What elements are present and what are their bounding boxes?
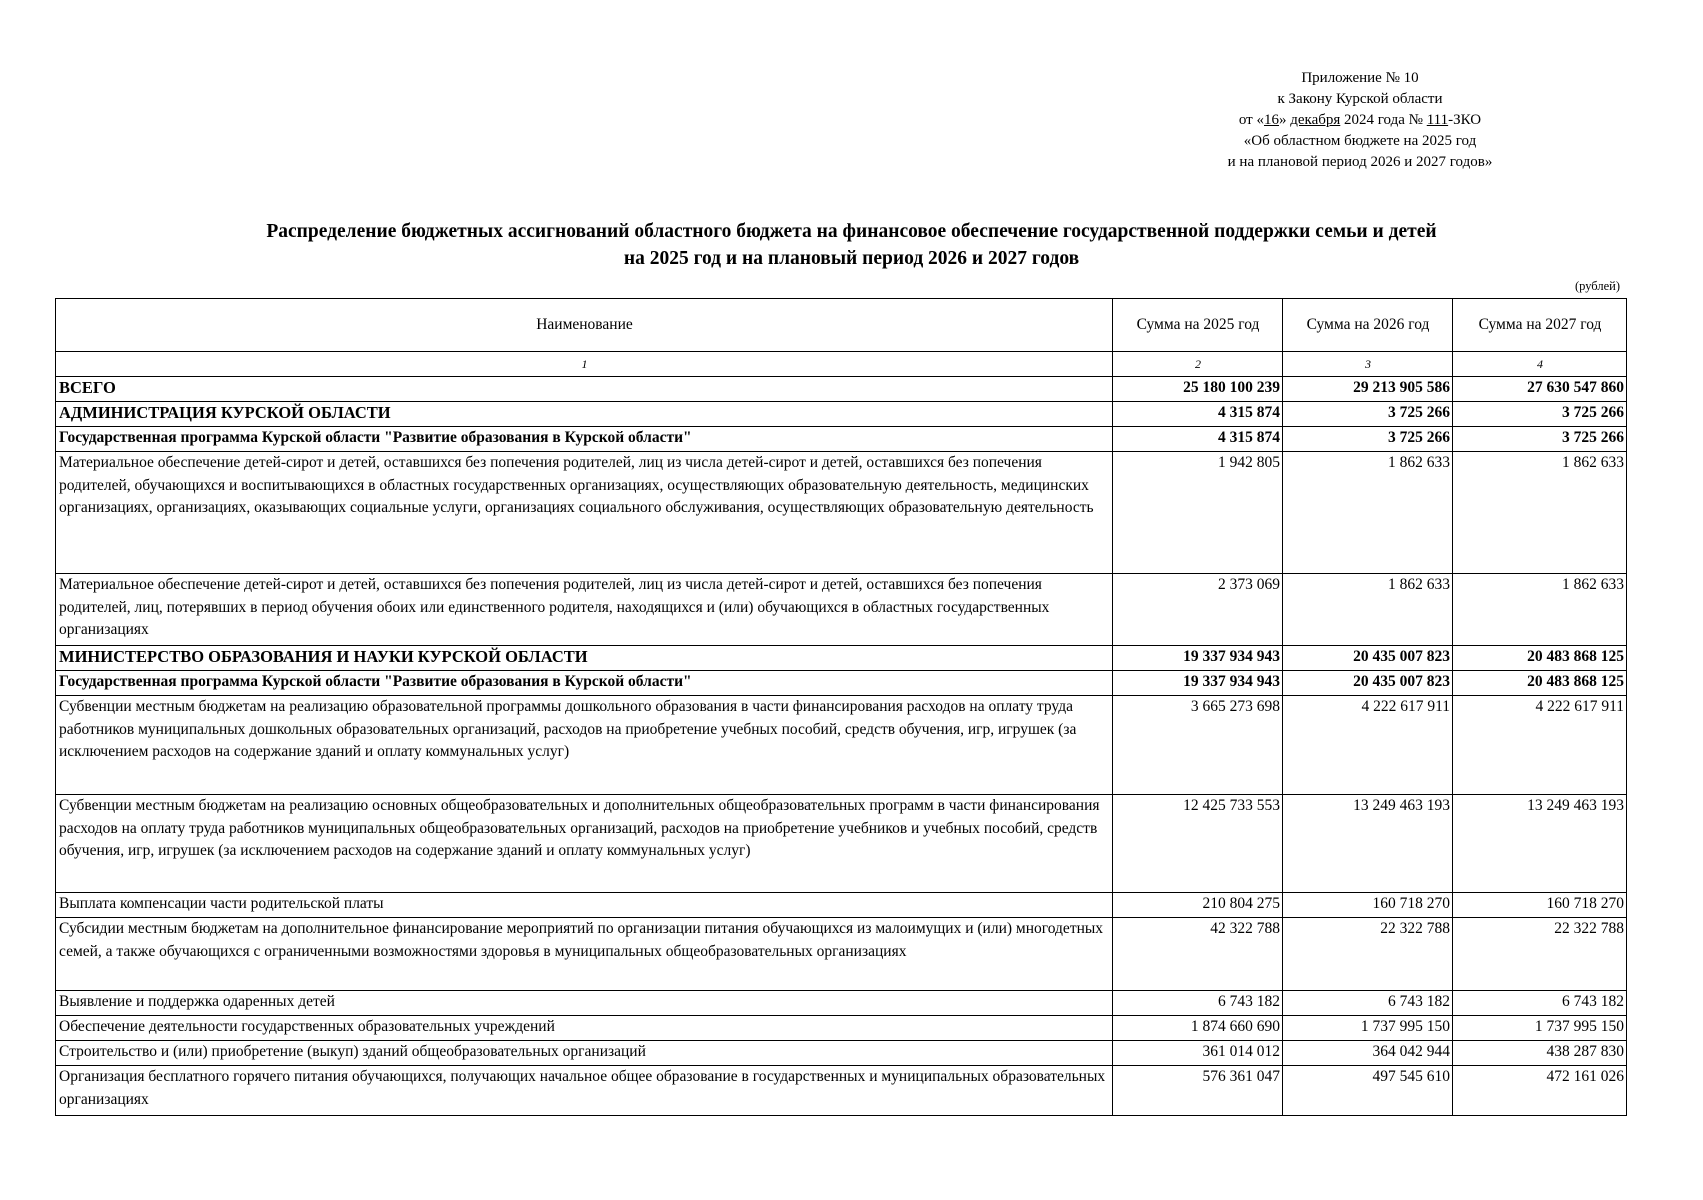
table-row [56,918,1627,991]
table-row [56,991,1627,1016]
table-row-total [56,377,1627,402]
document-title [0,218,1703,272]
header-2026: Сумма на 2026 год [1283,299,1453,352]
row-value-2026: 1 737 995 150 [1283,1016,1453,1041]
row-value-2026: 29 213 905 586 [1283,377,1453,402]
appendix-law-suffix: -ЗКО [1448,112,1482,128]
appendix-date-year: 2024 года № [1340,112,1427,128]
row-name: МИНИСТЕРСТВО ОБРАЗОВАНИЯ И НАУКИ КУРСКОЙ ОБЛАСТИ [56,646,1113,671]
row-value-2025: 2 373 069 [1113,574,1283,646]
title-line-2: на 2025 год и на плановый период 2026 и 2027 годов [623,248,1080,269]
row-name: Субвенции местным бюджетам на реализацию образовательной программы дошкольного образования в части финансирования расходов на оплату труда работников муниципальных дошкольных образовательных организаций, расходов на приобретение учебных пособий, средств обучения, игр, игрушек (за исключением расходов на содержание зданий и оплату коммунальных услуг) [56,696,1113,795]
row-value-2027: 472 161 026 [1453,1066,1627,1116]
table-row [56,1016,1627,1041]
row-value-2027: 4 222 617 911 [1453,696,1627,795]
row-value-2026: 4 222 617 911 [1283,696,1453,795]
appendix-law-number: 111 [1426,112,1449,128]
row-value-2027: 1 862 633 [1453,452,1627,574]
row-value-2026: 3 725 266 [1283,427,1453,452]
row-value-2026: 3 725 266 [1283,402,1453,427]
row-name: Государственная программа Курской области "Развитие образования в Курской области" [56,427,1113,452]
appendix-line-4: «Об областном бюджете на 2025 год [1243,133,1477,149]
row-value-2027: 3 725 266 [1453,402,1627,427]
row-value-2026: 22 322 788 [1283,918,1453,991]
table-row [56,795,1627,893]
row-name: Выявление и поддержка одаренных детей [56,991,1113,1016]
row-value-2027: 27 630 547 860 [1453,377,1627,402]
row-value-2026: 13 249 463 193 [1283,795,1453,893]
row-value-2027: 20 483 868 125 [1453,646,1627,671]
row-name: Материальное обеспечение детей-сирот и детей, оставшихся без попечения родителей, лиц из числа детей-сирот и детей, оставшихся без попечения родителей, лиц, потерявших в период обучения обоих или единственного родителя, находящихся и (или) обучающихся в областных государственных организациях [56,574,1113,646]
row-name: Государственная программа Курской области "Развитие образования в Курской области" [56,671,1113,696]
row-value-2025: 19 337 934 943 [1113,646,1283,671]
row-value-2026: 20 435 007 823 [1283,646,1453,671]
row-name: Субвенции местным бюджетам на реализацию основных общеобразовательных и дополнительных общеобразовательных программ в части финансирования расходов на оплату труда работников муниципальных общеобразовательных организаций, расходов на приобретение учебников и учебных пособий, средств обучения, игр, игрушек (за исключением расходов на содержание зданий и оплату коммунальных услуг) [56,795,1113,893]
row-name: Организация бесплатного горячего питания обучающихся, получающих начальное общее образование в государственных и муниципальных образовательных организациях [56,1066,1113,1116]
appendix-line-3 [1150,110,1570,131]
table-row-program [56,427,1627,452]
title-line-1: Распределение бюджетных ассигнований областного бюджета на финансовое обеспечение государственной поддержки семьи и детей [266,221,1437,242]
row-value-2025: 4 315 874 [1113,402,1283,427]
row-value-2025: 25 180 100 239 [1113,377,1283,402]
row-value-2025: 12 425 733 553 [1113,795,1283,893]
row-value-2026: 160 718 270 [1283,893,1453,918]
budget-table [55,298,1627,1116]
row-value-2025: 3 665 273 698 [1113,696,1283,795]
row-value-2025: 1 874 660 690 [1113,1016,1283,1041]
row-value-2025: 576 361 047 [1113,1066,1283,1116]
unit-label: (рублей) [1574,279,1620,293]
row-name: Строительство и (или) приобретение (выкуп) зданий общеобразовательных организаций [56,1041,1113,1066]
appendix-header [1150,68,1570,173]
table-row [56,1041,1627,1066]
appendix-date-prefix: от « [1238,112,1264,128]
row-value-2026: 1 862 633 [1283,452,1453,574]
row-value-2025: 361 014 012 [1113,1041,1283,1066]
row-value-2027: 1 862 633 [1453,574,1627,646]
row-value-2027: 13 249 463 193 [1453,795,1627,893]
row-value-2027: 20 483 868 125 [1453,671,1627,696]
header-2027: Сумма на 2027 год [1453,299,1627,352]
row-value-2025: 19 337 934 943 [1113,671,1283,696]
row-name: Субсидии местным бюджетам на дополнительное финансирование мероприятий по организации питания обучающихся из малоимущих и (или) многодетных семей, а также обучающихся с ограниченными возможностями здоровья в муниципальных общеобразовательных организациях [56,918,1113,991]
table-header-row [56,299,1627,352]
row-value-2026: 364 042 944 [1283,1041,1453,1066]
header-name: Наименование [56,299,1113,352]
table-row [56,1066,1627,1116]
table-row [56,893,1627,918]
row-value-2025: 42 322 788 [1113,918,1283,991]
column-number: 1 [56,352,1113,377]
appendix-line-2: к Закону Курской области [1277,91,1443,107]
table-row [56,696,1627,795]
row-value-2027: 160 718 270 [1453,893,1627,918]
row-name: Выплата компенсации части родительской платы [56,893,1113,918]
row-value-2025: 4 315 874 [1113,427,1283,452]
row-name: ВСЕГО [56,377,1113,402]
appendix-date-month: декабря [1290,112,1341,128]
row-value-2026: 20 435 007 823 [1283,671,1453,696]
row-name: Обеспечение деятельности государственных образовательных учреждений [56,1016,1113,1041]
row-value-2026: 497 545 610 [1283,1066,1453,1116]
row-value-2027: 438 287 830 [1453,1041,1627,1066]
table-row [56,574,1627,646]
column-number-row [56,352,1627,377]
row-value-2025: 1 942 805 [1113,452,1283,574]
row-value-2027: 22 322 788 [1453,918,1627,991]
column-number: 3 [1283,352,1453,377]
row-name: Материальное обеспечение детей-сирот и детей, оставшихся без попечения родителей, лиц из числа детей-сирот и детей, оставшихся без попечения родителей, обучающихся и воспитывающихся в областных государственных организациях, осуществляющих образовательную деятельность, медицинских организациях, организациях, оказывающих социальные услуги, организациях социального обслуживания, осуществляющих образовательную деятельность [56,452,1113,574]
appendix-line-1: Приложение № 10 [1301,70,1419,86]
table-row [56,452,1627,574]
table-row-department [56,402,1627,427]
row-value-2027: 3 725 266 [1453,427,1627,452]
table-row-department [56,646,1627,671]
appendix-line-5: и на плановой период 2026 и 2027 годов» [1227,154,1493,170]
table-row-program [56,671,1627,696]
row-value-2025: 210 804 275 [1113,893,1283,918]
row-value-2025: 6 743 182 [1113,991,1283,1016]
column-number: 2 [1113,352,1283,377]
row-name: АДМИНИСТРАЦИЯ КУРСКОЙ ОБЛАСТИ [56,402,1113,427]
appendix-date-mid: » [1278,112,1291,128]
header-2025: Сумма на 2025 год [1113,299,1283,352]
column-number: 4 [1453,352,1627,377]
appendix-date-day: 16 [1263,112,1279,128]
row-value-2026: 1 862 633 [1283,574,1453,646]
row-value-2027: 1 737 995 150 [1453,1016,1627,1041]
row-value-2026: 6 743 182 [1283,991,1453,1016]
row-value-2027: 6 743 182 [1453,991,1627,1016]
